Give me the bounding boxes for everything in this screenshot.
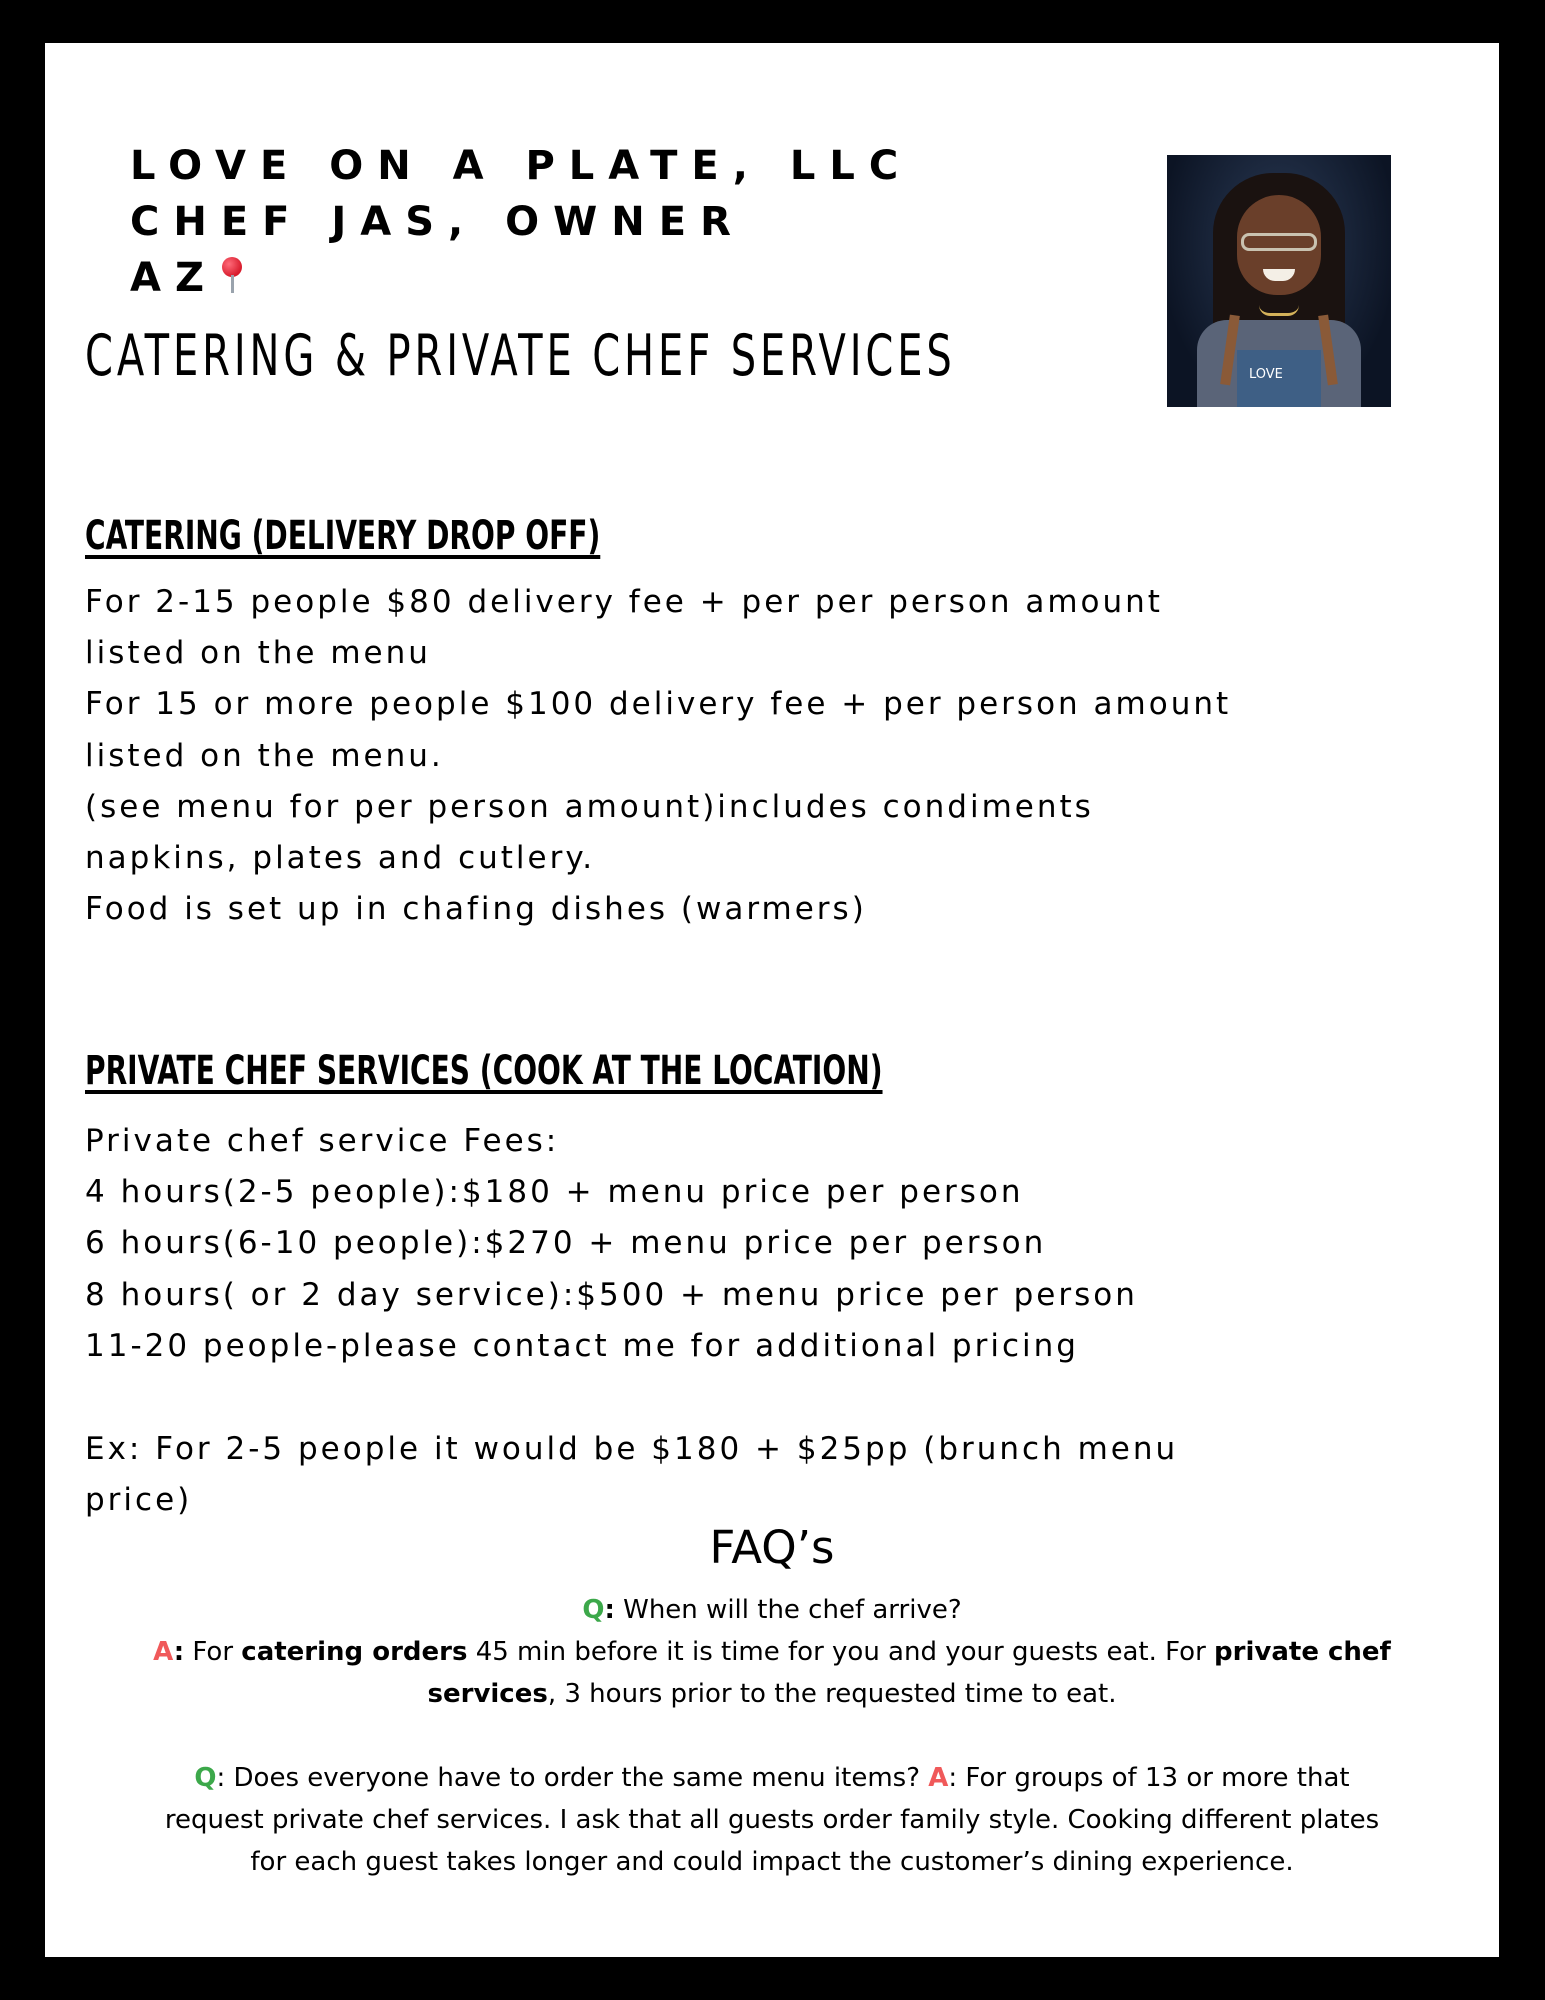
catering-heading: CATERING (DELIVERY DROP OFF) [85,513,601,559]
brand-name: LOVE ON A PLATE, LLC [130,143,913,189]
fee-line: 8 hours( or 2 day service):$500 + menu price per person [85,1276,1138,1313]
faq-title: FAQ’s [709,1521,835,1574]
a-label: A [153,1637,174,1667]
fee-line: 4 hours(2-5 people):$180 + menu price per person [85,1174,1024,1211]
q-colon: : [604,1595,615,1625]
a-colon: : [173,1637,185,1667]
faq-question [145,1589,1399,1631]
fee-line: Private chef service Fees: [85,1123,560,1159]
apron-text: LOVE [1249,367,1283,382]
fee-line: 6 hours(6-10 people):$270 + menu price per person [85,1225,1047,1262]
faq-item [145,1757,1399,1883]
answer-text: : For groups of 13 or more that request private chef services. I ask that all guests order family style. Cooking different plates for each guest takes longer and could impact the customer’s dining experience. [164,1763,1380,1877]
catering-line: (see menu for per person amount)includes condiments [85,788,1094,825]
answer-text: 45 min before it is time for you and your guests eat. For [467,1637,1215,1667]
owner-line: CHEF JAS, OWNER [130,199,745,245]
q-label: Q [194,1763,217,1793]
location-text: AZ [130,255,218,301]
chef-photo [1167,155,1391,407]
catering-details [85,577,1385,935]
catering-line: For 2-15 people $80 delivery fee + per per person amount [85,584,1163,620]
faq-answer [145,1631,1399,1715]
brand-block [130,138,912,306]
round-pushpin-icon [220,255,244,295]
flyer-page [45,43,1499,1957]
question-text: When will the chef arrive? [614,1595,962,1625]
catering-line: Food is set up in chafing dishes (warmers) [85,891,867,928]
faq-item [145,1589,1399,1715]
catering-line: listed on the menu [85,635,431,672]
page-title: CATERING & PRIVATE CHEF SERVICES [85,323,956,389]
location-line [130,250,912,306]
private-chef-details [85,1116,1385,1372]
example-line: Ex: For 2-5 people it would be $180 + $25pp (brunch menu [85,1431,1179,1467]
private-chef-heading: PRIVATE CHEF SERVICES (COOK AT THE LOCATION) [85,1048,883,1094]
example-line: price) [85,1482,193,1519]
pricing-example [85,1424,1385,1526]
answer-text: For [184,1637,242,1667]
catering-line: For 15 or more people $100 delivery fee + per person amount [85,686,1232,723]
catering-line: napkins, plates and cutlery. [85,840,596,877]
q-label: Q [582,1595,605,1625]
answer-bold: catering orders [241,1637,468,1667]
a-label: A [928,1763,949,1793]
answer-bold: private chef services [427,1637,1391,1709]
catering-line: listed on the menu. [85,737,444,774]
fee-line: 11-20 people-please contact me for additional pricing [85,1327,1079,1364]
answer-text: , 3 hours prior to the requested time to eat. [547,1679,1117,1709]
question-text: : Does everyone have to order the same menu items? [216,1763,929,1793]
